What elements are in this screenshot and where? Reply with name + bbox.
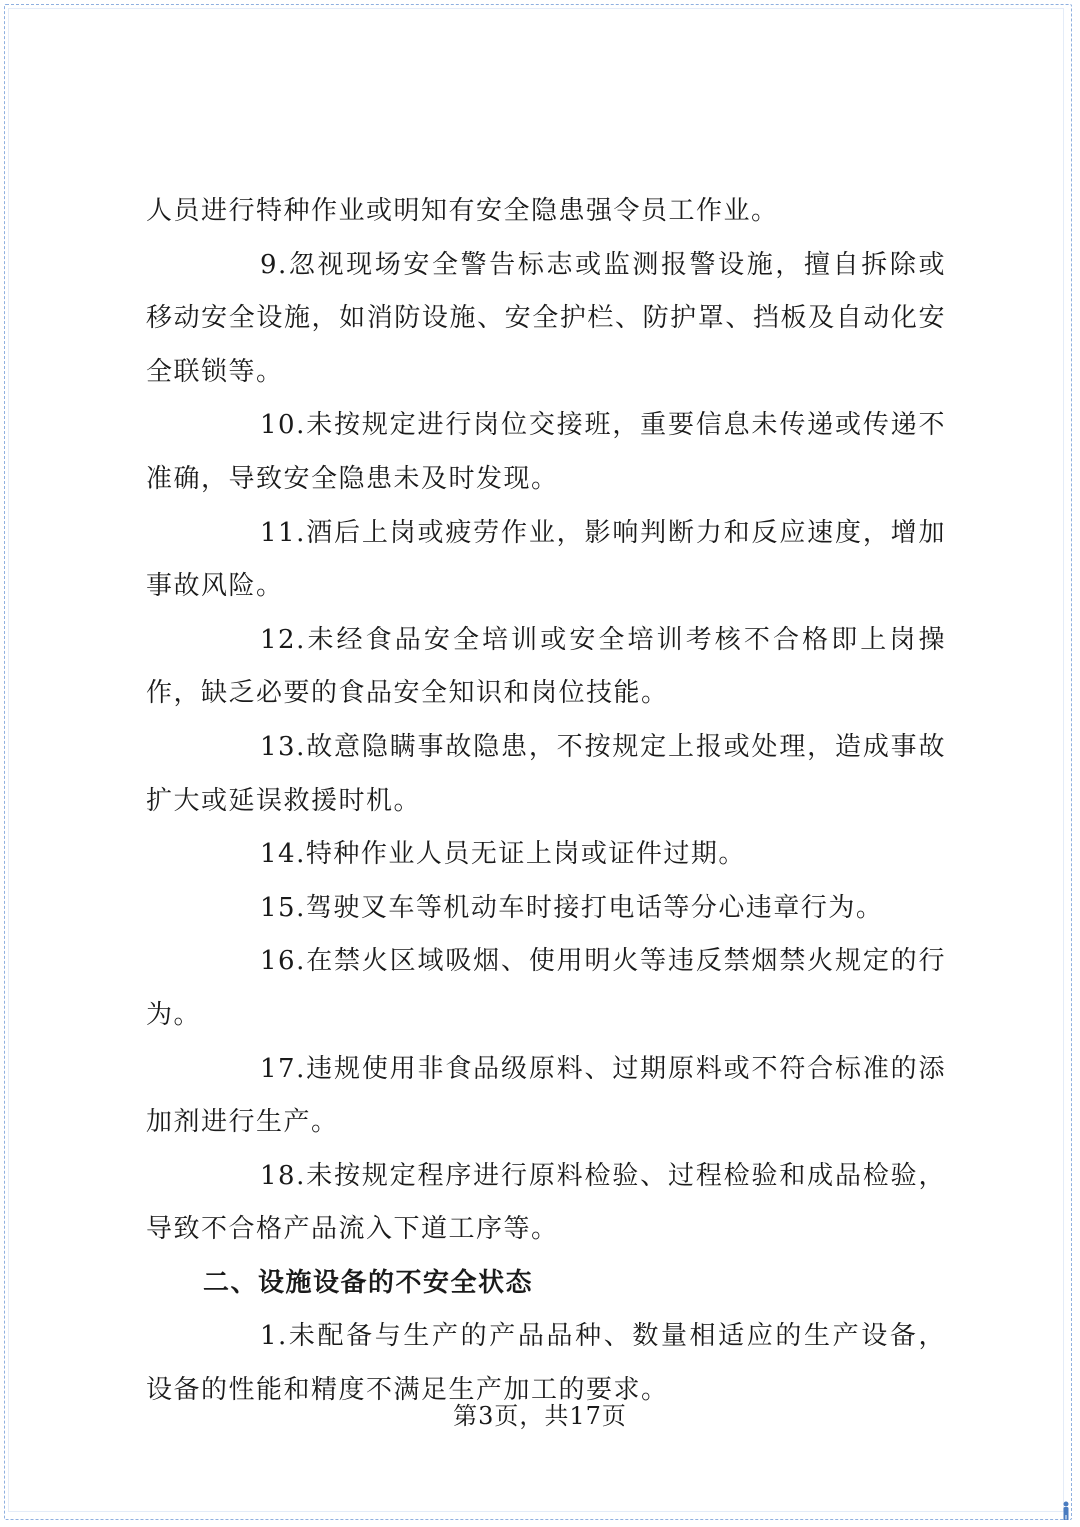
item-number: 12.	[260, 624, 306, 655]
list-item	[146, 1150, 946, 1257]
item-text: 故意隐瞒事故隐患，不按规定上报或处理，造成事故扩大或延误救援时机。	[146, 731, 946, 816]
item-text: 忽视现场安全警告标志或监测报警设施，擅自拆除或移动安全设施，如消防设施、安全护栏、防护罩、挡板及自动化安全联锁等。	[146, 249, 946, 387]
item-number: 15.	[260, 892, 306, 923]
item-text: 未配备与生产的产品品种、数量相适应的生产设备，设备的性能和精度不满足生产加工的要求。	[146, 1321, 946, 1406]
paragraph-text: 人员进行特种作业或明知有安全隐患强令员工作业。	[146, 196, 779, 226]
list-item	[146, 614, 946, 721]
item-number: 11.	[260, 517, 306, 548]
item-number: 10.	[260, 410, 306, 441]
item-number: 16.	[260, 946, 306, 977]
list-item	[146, 507, 946, 614]
item-number: 18.	[260, 1160, 306, 1191]
item-text: 在禁火区域吸烟、使用明火等违反禁烟禁火规定的行为。	[146, 946, 946, 1030]
item-number: 9.	[260, 249, 288, 280]
paragraph-continuation	[146, 185, 946, 239]
list-item	[146, 1043, 946, 1150]
section-heading: 二、设施设备的不安全状态	[203, 1267, 534, 1298]
item-number: 1.	[260, 1321, 288, 1352]
person-icon	[1060, 1501, 1072, 1521]
document-body	[146, 185, 946, 1418]
item-text: 酒后上岗或疲劳作业，影响判断力和反应速度，增加事故风险。	[146, 517, 946, 602]
item-number: 13.	[260, 731, 306, 762]
item-text: 特种作业人员无证上岗或证件过期。	[305, 839, 746, 870]
list-item	[146, 399, 946, 506]
item-text: 未按规定进行岗位交接班，重要信息未传递或传递不准确，导致安全隐患未及时发现。	[146, 410, 946, 494]
item-text: 驾驶叉车等机动车时接打电话等分心违章行为。	[305, 892, 884, 923]
item-text: 未经食品安全培训或安全培训考核不合格即上岗操作，缺乏必要的食品安全知识和岗位技能。	[146, 624, 946, 709]
list-item	[146, 239, 946, 400]
item-text: 未按规定程序进行原料检验、过程检验和成品检验，导致不合格产品流入下道工序等。	[146, 1160, 946, 1245]
item-number: 17.	[260, 1053, 306, 1084]
item-number: 14.	[260, 839, 306, 870]
page-footer: 第3页，共17页	[453, 1402, 627, 1430]
item-text: 违规使用非食品级原料、过期原料或不符合标准的添加剂进行生产。	[146, 1053, 946, 1138]
list-item	[146, 882, 946, 936]
list-item	[146, 721, 946, 828]
list-item	[146, 828, 946, 882]
list-item	[146, 935, 946, 1042]
